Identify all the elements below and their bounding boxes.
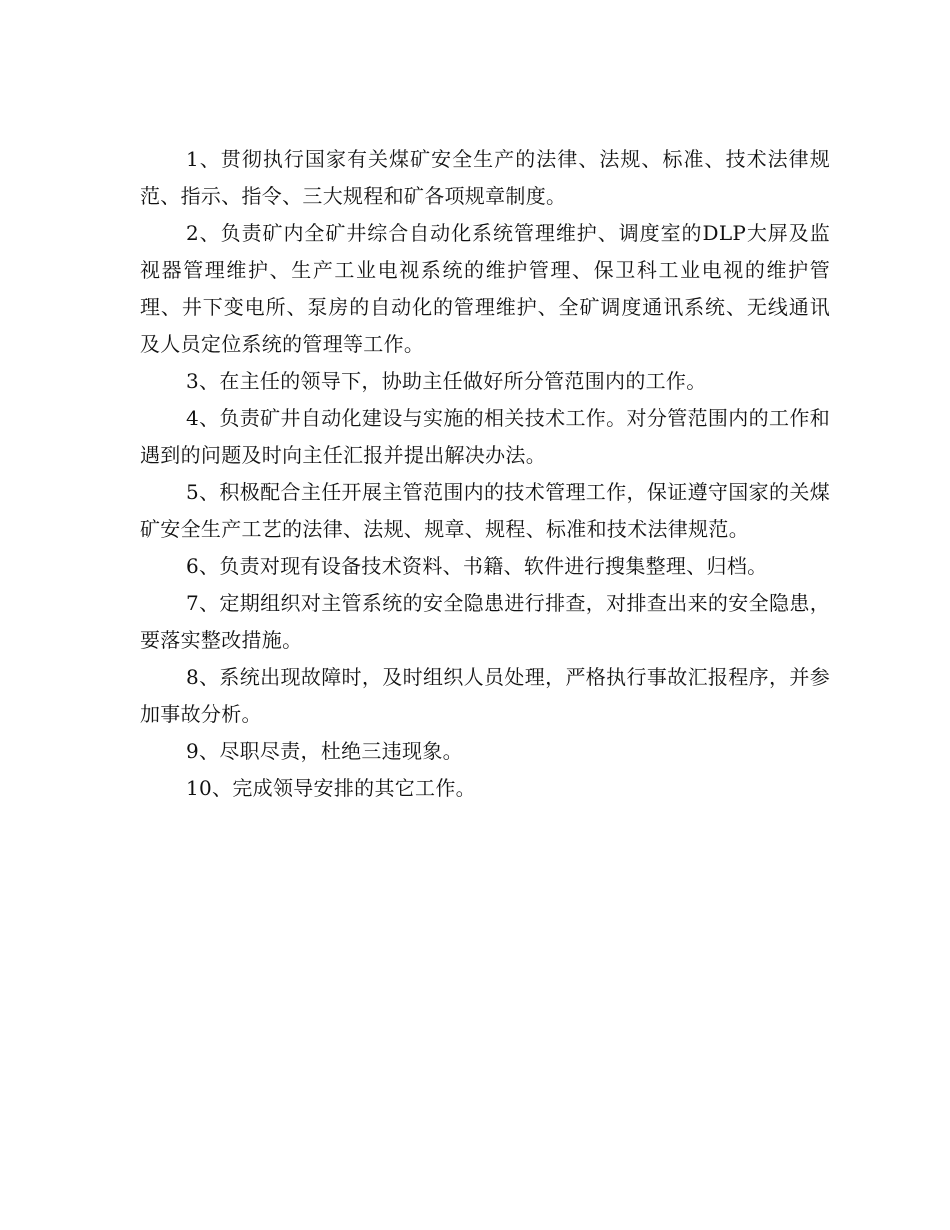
- paragraph-9: 9、尽职尽责，杜绝三违现象。: [186, 739, 463, 763]
- paragraph-6: 6、负责对现有设备技术资料、书籍、软件进行搜集整理、归档。: [186, 554, 768, 578]
- paragraph-10: 10、完成领导安排的其它工作。: [186, 776, 476, 800]
- paragraph-5: 5、积极配合主任开展主管范围内的技术管理工作，保证遵守国家的关煤矿安全生产工艺的法律、法规、规章、规程、标准和技术法律规范。: [140, 480, 830, 541]
- document-body: [140, 141, 830, 807]
- paragraph-1: 1、贯彻执行国家有关煤矿安全生产的法律、法规、标准、技术法律规范、指示、指令、三大规程和矿各项规章制度。: [140, 147, 830, 208]
- paragraph-4: 4、负责矿井自动化建设与实施的相关技术工作。对分管范围内的工作和遇到的问题及时向主任汇报并提出解决办法。: [140, 406, 830, 467]
- paragraph-2: 2、负责矿内全矿井综合自动化系统管理维护、调度室的DLP大屏及监视器管理维护、生产工业电视系统的维护管理、保卫科工业电视的维护管理、井下变电所、泵房的自动化的管理维护、全矿调度通讯系统、无线通讯及人员定位系统的管理等工作。: [140, 221, 830, 356]
- paragraph-3: 3、在主任的领导下，协助主任做好所分管范围内的工作。: [186, 369, 707, 393]
- paragraph-8: 8、系统出现故障时，及时组织人员处理，严格执行事故汇报程序，并参加事故分析。: [140, 665, 830, 726]
- paragraph-7: 7、定期组织对主管系统的安全隐患进行排查，对排查出来的安全隐患，要落实整改措施。: [140, 591, 830, 652]
